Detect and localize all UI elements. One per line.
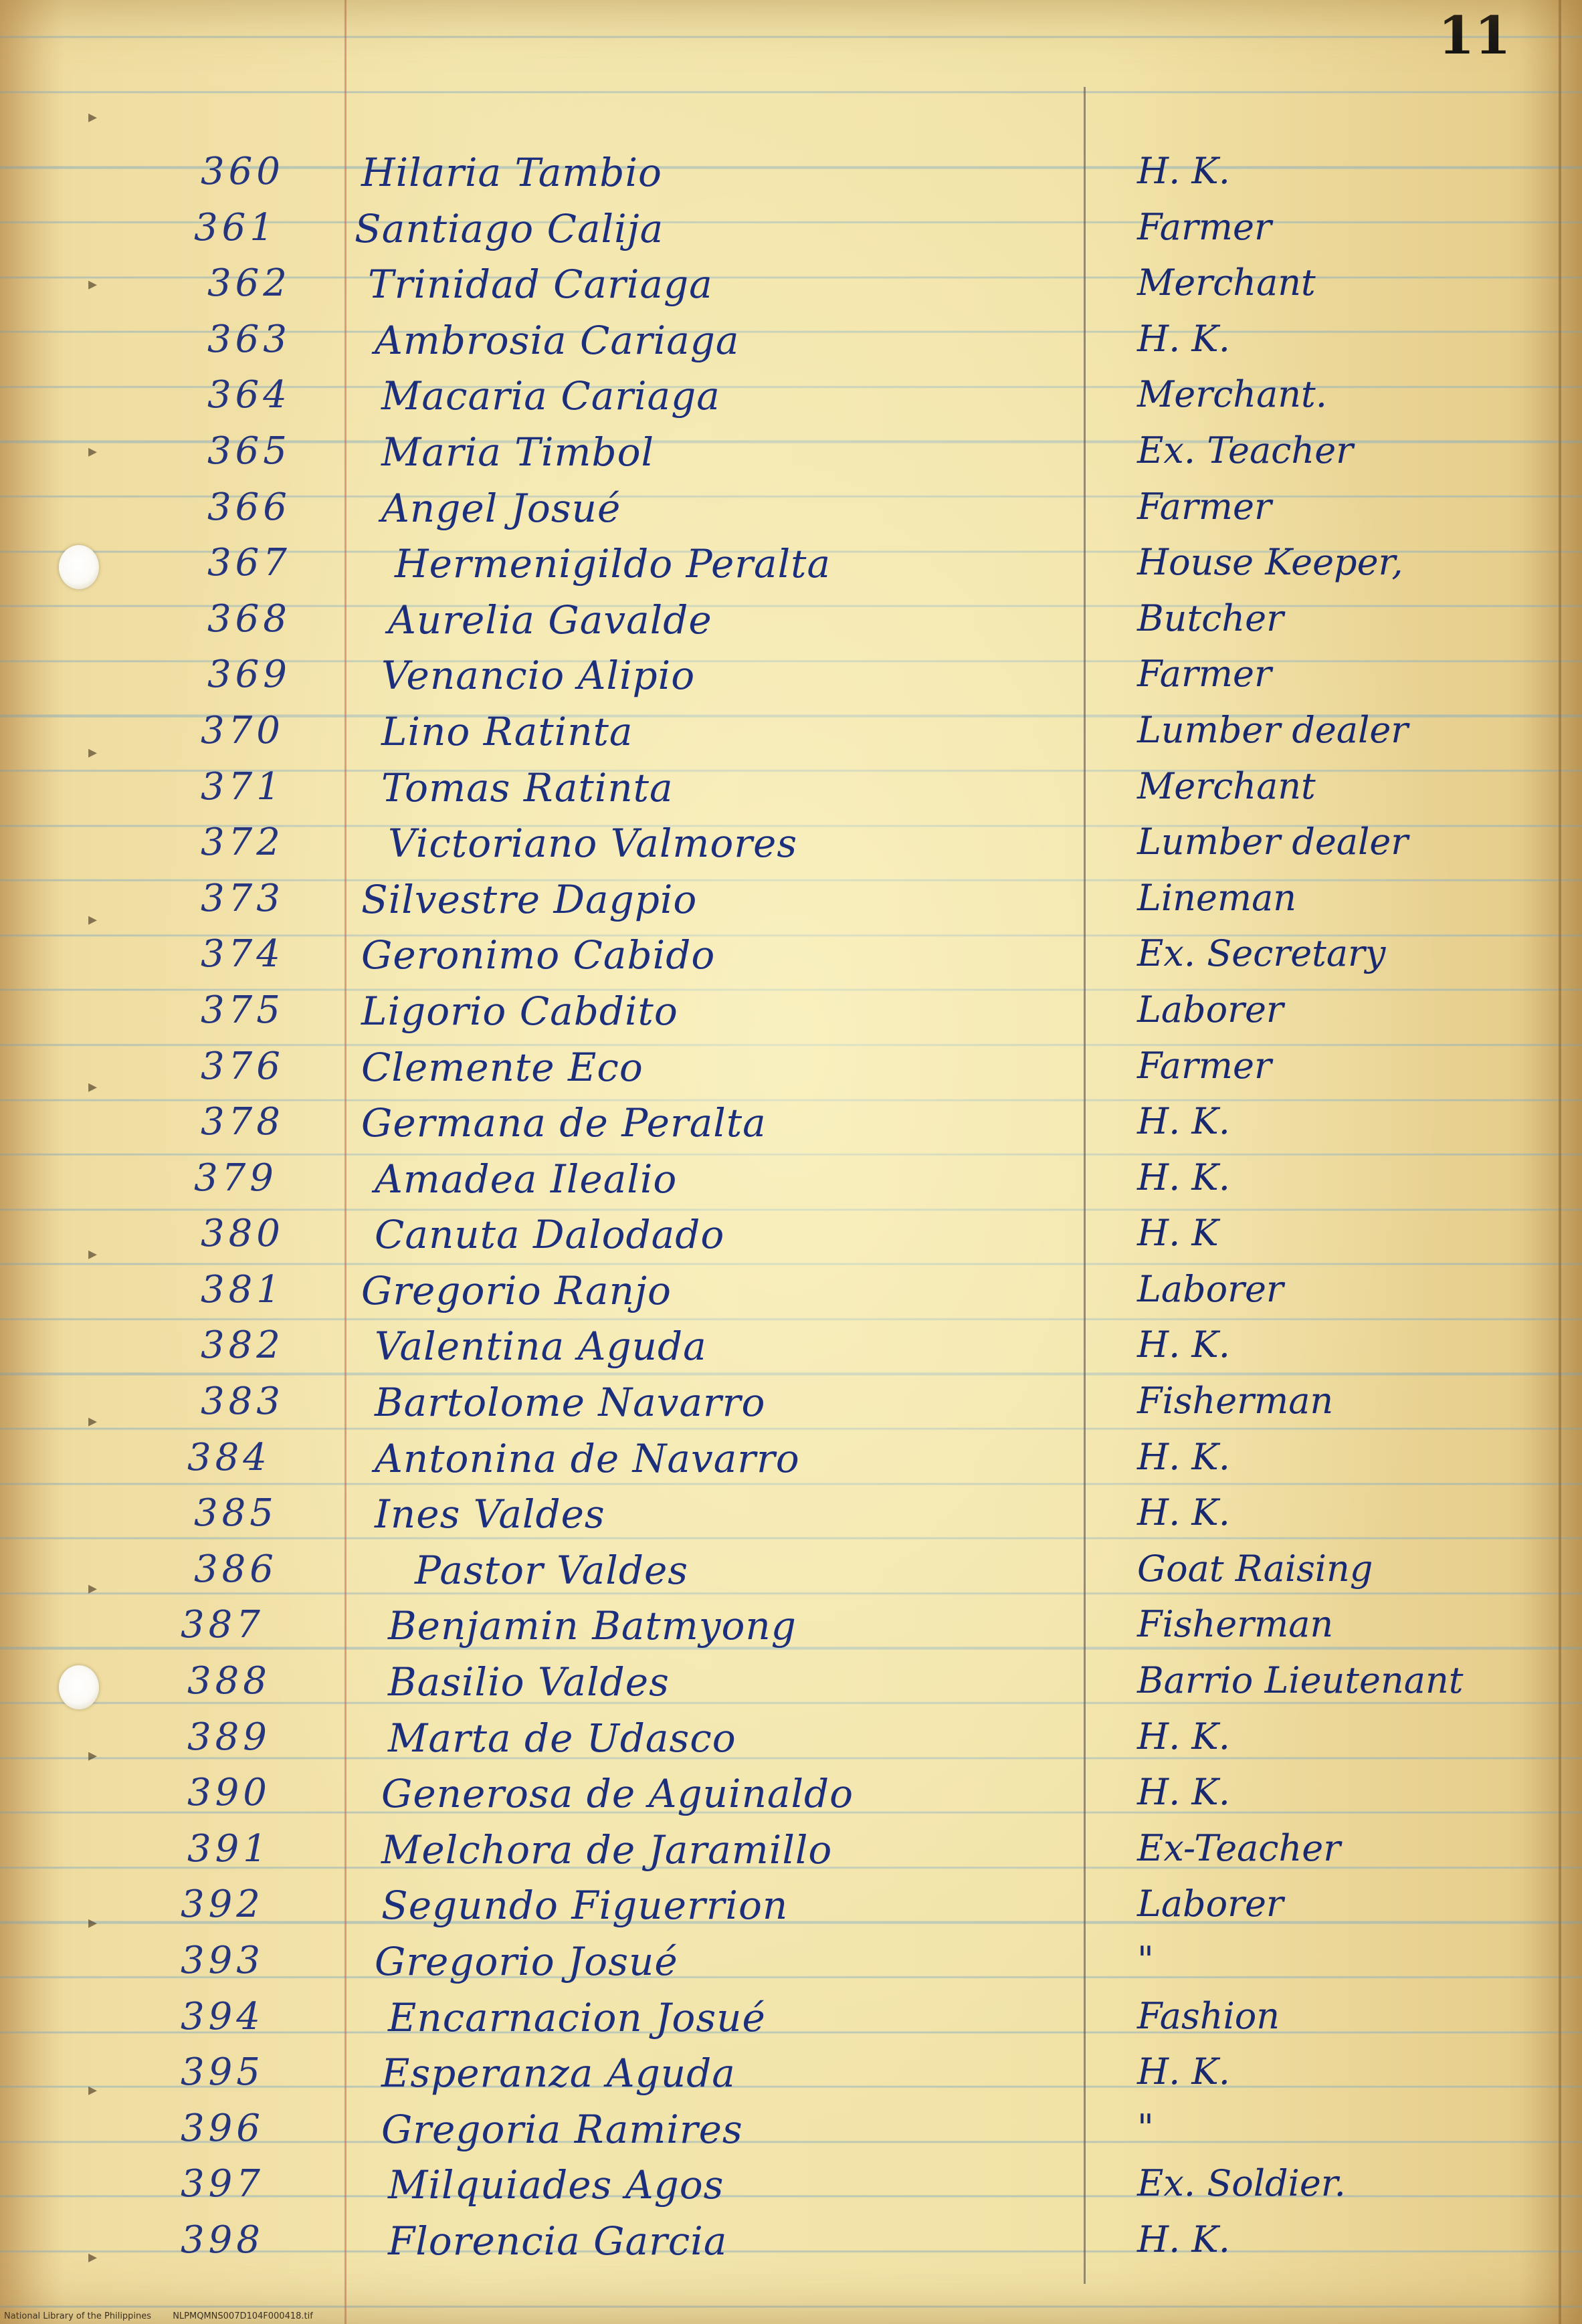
entry-name: Clemente Eco xyxy=(361,1044,644,1090)
entry-number: 362 xyxy=(207,261,291,306)
entry-number: 379 xyxy=(194,1156,278,1200)
ledger-row xyxy=(0,873,1582,929)
entry-number: 388 xyxy=(187,1659,271,1703)
entry-occupation: H. K. xyxy=(1137,317,1230,360)
entry-name: Generosa de Aguinaldo xyxy=(381,1771,854,1817)
entry-name: Esperanza Aguda xyxy=(381,2050,736,2097)
entry-number: 397 xyxy=(181,2162,264,2206)
entry-occupation: Barrio Lieutenant xyxy=(1137,1659,1464,1702)
entry-number: 381 xyxy=(201,1267,284,1311)
entry-occupation: Lumber dealer xyxy=(1137,821,1409,863)
ledger-row xyxy=(0,2158,1582,2214)
ledger-row xyxy=(0,1544,1582,1600)
entry-occupation: Farmer xyxy=(1137,205,1272,248)
entry-name: Macaria Cariaga xyxy=(381,373,720,419)
entry-number: 371 xyxy=(201,764,284,809)
ledger-row xyxy=(0,2046,1582,2103)
entry-name: Basilio Valdes xyxy=(388,1659,670,1705)
binder-mark: ▸ xyxy=(88,2080,98,2100)
entry-list xyxy=(0,146,1582,2270)
entry-number: 383 xyxy=(201,1380,284,1424)
binder-mark: ▸ xyxy=(88,2247,98,2267)
binder-mark: ▸ xyxy=(88,274,98,294)
entry-number: 385 xyxy=(194,1491,278,1536)
entry-name: Trinidad Cariaga xyxy=(368,261,713,308)
ledger-row xyxy=(0,1991,1582,2047)
entry-occupation: Ex. Soldier. xyxy=(1137,2162,1346,2205)
ledger-row xyxy=(0,649,1582,705)
entry-number: 398 xyxy=(181,2218,264,2262)
ledger-row xyxy=(0,1432,1582,1488)
ledger-row xyxy=(0,1319,1582,1376)
binder-mark: ▸ xyxy=(88,1077,98,1097)
entry-name: Segundo Figuerrion xyxy=(381,1883,789,1929)
entry-name: Hermenigildo Peralta xyxy=(395,541,831,587)
entry-number: 366 xyxy=(207,485,291,529)
ledger-row xyxy=(0,1152,1582,1208)
entry-occupation: Farmer xyxy=(1137,1044,1272,1087)
ledger-row xyxy=(0,257,1582,314)
entry-name: Gregorio Josué xyxy=(375,1939,678,1984)
entry-number: 360 xyxy=(201,150,284,193)
entry-number: 389 xyxy=(187,1715,271,1759)
entry-number: 363 xyxy=(207,317,291,361)
ledger-row xyxy=(0,1041,1582,1097)
entry-name: Venancio Alipio xyxy=(381,653,696,699)
entry-name: Silvestre Dagpio xyxy=(361,876,698,922)
entry-occupation: H. K. xyxy=(1137,150,1230,192)
entry-occupation: Ex. Secretary xyxy=(1137,932,1386,975)
binder-mark: ▸ xyxy=(88,742,98,762)
ledger-row xyxy=(0,537,1582,593)
entry-number: 374 xyxy=(201,932,284,976)
entry-occupation: Fisherman xyxy=(1137,1603,1334,1646)
entry-occupation: Laborer xyxy=(1137,988,1284,1031)
ledger-row xyxy=(0,1655,1582,1711)
entry-occupation: Merchant. xyxy=(1137,373,1327,416)
entry-number: 391 xyxy=(187,1826,271,1871)
entry-number: 384 xyxy=(187,1435,271,1479)
entry-name: Gregoria Ramires xyxy=(381,2106,743,2152)
entry-name: Antonina de Navarro xyxy=(375,1435,800,1481)
binder-mark: ▸ xyxy=(88,1746,98,1766)
ledger-row xyxy=(0,1096,1582,1152)
entry-number: 373 xyxy=(201,876,284,920)
ledger-row xyxy=(0,1599,1582,1655)
entry-number: 364 xyxy=(207,373,291,417)
entry-occupation: Laborer xyxy=(1137,1883,1284,1925)
entry-number: 394 xyxy=(181,1994,264,2038)
entry-name: Florencia Garcia xyxy=(388,2218,728,2264)
ledger-row xyxy=(0,425,1582,482)
binder-mark: ▸ xyxy=(88,1411,98,1431)
entry-number: 375 xyxy=(201,988,284,1032)
entry-name: Melchora de Jaramillo xyxy=(381,1826,833,1873)
entry-number: 395 xyxy=(181,2050,264,2095)
entry-number: 369 xyxy=(207,653,291,697)
entry-occupation: " xyxy=(1137,2106,1154,2149)
ledger-row xyxy=(0,1767,1582,1823)
entry-name: Aurelia Gavalde xyxy=(388,597,712,643)
entry-number: 368 xyxy=(207,597,291,641)
entry-name: Ines Valdes xyxy=(375,1491,605,1538)
entry-name: Canuta Dalodado xyxy=(375,1212,725,1258)
entry-number: 393 xyxy=(181,1939,264,1982)
entry-occupation: Farmer xyxy=(1137,485,1272,528)
ledger-row xyxy=(0,1376,1582,1432)
ledger-row xyxy=(0,2214,1582,2270)
entry-occupation: H. K. xyxy=(1137,1324,1230,1366)
entry-name: Bartolome Navarro xyxy=(375,1380,766,1426)
entry-number: 367 xyxy=(207,541,291,585)
entry-name: Hilaria Tambio xyxy=(361,150,662,195)
ledger-row xyxy=(0,2103,1582,2159)
entry-occupation: H. K. xyxy=(1137,2050,1230,2093)
entry-occupation: Goat Raising xyxy=(1137,1547,1373,1590)
ledger-row xyxy=(0,146,1582,202)
entry-name: Maria Timbol xyxy=(381,429,655,475)
entry-name: Amadea Ilealio xyxy=(375,1156,678,1202)
footer-file-id: NLPMQMNS007D104F000418.tif xyxy=(173,2311,313,2321)
ledger-row xyxy=(0,928,1582,984)
entry-number: 365 xyxy=(207,429,291,473)
entry-occupation: Laborer xyxy=(1137,1267,1284,1310)
entry-occupation: Butcher xyxy=(1137,597,1284,639)
entry-occupation: H. K. xyxy=(1137,1156,1230,1198)
binder-mark: ▸ xyxy=(88,107,98,127)
ledger-row xyxy=(0,984,1582,1041)
ledger-row xyxy=(0,1879,1582,1935)
entry-name: Germana de Peralta xyxy=(361,1100,767,1146)
entry-occupation: H. K. xyxy=(1137,1435,1230,1478)
ledger-row xyxy=(0,202,1582,258)
entry-name: Tomas Ratinta xyxy=(381,764,674,811)
entry-name: Geronimo Cabido xyxy=(361,932,716,978)
entry-number: 378 xyxy=(201,1100,284,1144)
entry-name: Santiago Calija xyxy=(355,205,664,251)
entry-number: 380 xyxy=(201,1212,284,1256)
entry-occupation: " xyxy=(1137,1939,1154,1981)
binder-mark: ▸ xyxy=(88,441,98,461)
footer-library: National Library of the Philippines xyxy=(4,2311,152,2321)
entry-occupation: Lumber dealer xyxy=(1137,708,1409,751)
entry-occupation: Fashion xyxy=(1137,1994,1280,2037)
ledger-row xyxy=(0,1823,1582,1879)
ledger-row xyxy=(0,1935,1582,1991)
entry-name: Marta de Udasco xyxy=(388,1715,736,1761)
entry-name: Victoriano Valmores xyxy=(388,821,798,867)
entry-occupation: H. K xyxy=(1137,1212,1219,1255)
entry-number: 390 xyxy=(187,1771,271,1815)
entry-occupation: H. K. xyxy=(1137,2218,1230,2260)
entry-number: 387 xyxy=(181,1603,264,1647)
ledger-row xyxy=(0,761,1582,817)
entry-number: 382 xyxy=(201,1324,284,1368)
entry-name: Angel Josué xyxy=(381,485,621,531)
entry-name: Lino Ratinta xyxy=(381,708,633,754)
entry-name: Valentina Aguda xyxy=(375,1324,707,1370)
entry-name: Encarnacion Josué xyxy=(388,1994,766,2040)
binder-mark: ▸ xyxy=(88,910,98,930)
page-number: 11 xyxy=(1438,5,1511,66)
entry-occupation: H. K. xyxy=(1137,1491,1230,1534)
entry-occupation: H. K. xyxy=(1137,1771,1230,1814)
entry-occupation: Ex-Teacher xyxy=(1137,1826,1341,1869)
entry-occupation: Farmer xyxy=(1137,653,1272,696)
binder-mark: ▸ xyxy=(88,1578,98,1598)
entry-number: 376 xyxy=(201,1044,284,1088)
entry-occupation: Ex. Teacher xyxy=(1137,429,1353,471)
ledger-row xyxy=(0,369,1582,425)
ledger-row xyxy=(0,482,1582,538)
binder-mark: ▸ xyxy=(88,1244,98,1264)
entry-occupation: Merchant xyxy=(1137,764,1316,807)
ledger-row xyxy=(0,1264,1582,1320)
ledger-row xyxy=(0,817,1582,873)
entry-number: 372 xyxy=(201,821,284,865)
ledger-row xyxy=(0,1208,1582,1264)
entry-name: Milquiades Agos xyxy=(388,2162,724,2208)
entry-occupation: Merchant xyxy=(1137,261,1316,304)
entry-number: 386 xyxy=(194,1547,278,1591)
ledger-row xyxy=(0,593,1582,649)
binder-mark: ▸ xyxy=(88,1913,98,1933)
entry-number: 361 xyxy=(194,205,278,249)
entry-occupation: Fisherman xyxy=(1137,1380,1334,1422)
entry-name: Benjamin Batmyong xyxy=(388,1603,797,1649)
entry-number: 396 xyxy=(181,2106,264,2150)
entry-occupation: H. K. xyxy=(1137,1100,1230,1143)
entry-name: Ligorio Cabdito xyxy=(361,988,678,1034)
entry-name: Pastor Valdes xyxy=(415,1547,689,1593)
entry-occupation: Lineman xyxy=(1137,876,1297,919)
ledger-row xyxy=(0,705,1582,761)
entry-name: Ambrosia Cariaga xyxy=(375,317,740,363)
scan-footer xyxy=(0,2311,1582,2321)
ledger-row xyxy=(0,1487,1582,1544)
ledger-row xyxy=(0,1711,1582,1768)
ledger-row xyxy=(0,314,1582,370)
entry-number: 370 xyxy=(201,708,284,752)
entry-number: 392 xyxy=(181,1883,264,1927)
entry-occupation: House Keeper, xyxy=(1137,541,1403,584)
entry-name: Gregorio Ranjo xyxy=(361,1267,672,1313)
entry-occupation: H. K. xyxy=(1137,1715,1230,1758)
